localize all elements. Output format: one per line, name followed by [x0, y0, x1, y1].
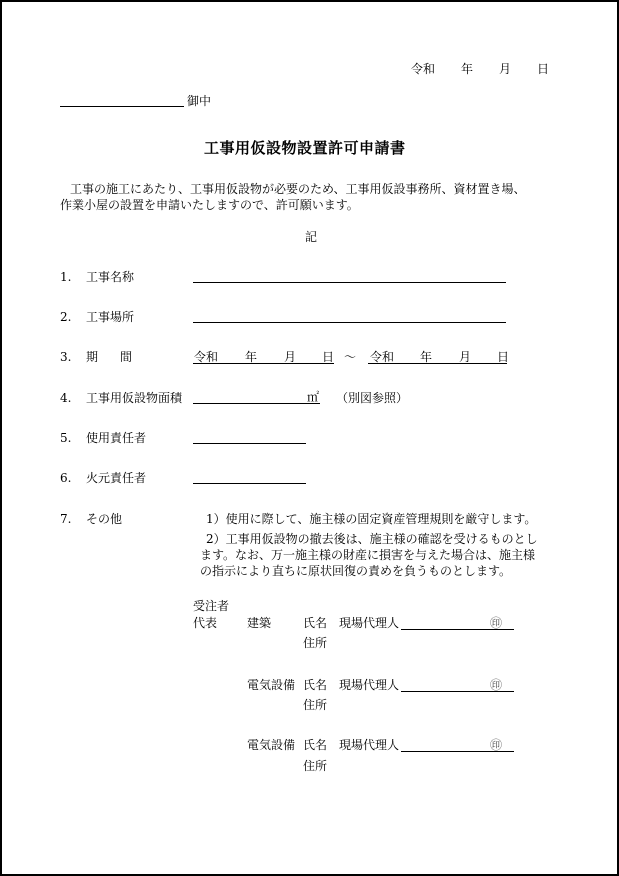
period-to-line	[368, 363, 507, 364]
item-3-label-b: 間	[120, 350, 133, 364]
area-unit: ㎡	[307, 390, 320, 404]
item-3-number: 3.	[60, 350, 72, 364]
item-4-line	[193, 403, 320, 404]
intro-line-1: 工事の施工にあたり、工事用仮設物が必要のため、工事用仮設事務所、資材置き場、	[70, 182, 526, 196]
item-7-label: その他	[86, 512, 123, 526]
date-era: 令和	[411, 62, 436, 76]
contractor-name-label-1: 氏名	[303, 616, 328, 630]
contractor-role-2: 現場代理人	[339, 678, 400, 692]
seal-icon: ㊞	[490, 678, 503, 692]
period-from-year: 年	[245, 350, 258, 364]
contractor-role-1: 現場代理人	[339, 616, 400, 630]
document-title: 工事用仮設物設置許可申請書	[204, 139, 406, 157]
item-2-line	[193, 322, 506, 323]
contractor-addr-label-2: 住所	[303, 698, 328, 712]
period-to-era: 令和	[370, 350, 395, 364]
item-1-number: 1.	[60, 270, 72, 284]
item-4-label: 工事用仮設物面積	[86, 391, 183, 405]
date-year: 年	[461, 62, 474, 76]
addressee-suffix: 御中	[187, 94, 212, 108]
contractor-role-3: 現場代理人	[339, 738, 400, 752]
item-6-line	[193, 483, 306, 484]
contractor-addr-label-1: 住所	[303, 636, 328, 650]
contractor-dept-2: 電気設備	[247, 678, 296, 692]
item-5-number: 5.	[60, 431, 72, 445]
seal-icon: ㊞	[490, 738, 503, 752]
contractor-addr-label-3: 住所	[303, 759, 328, 773]
addressee-line	[60, 106, 184, 107]
period-from-era: 令和	[194, 350, 219, 364]
contractor-dept-3: 電気設備	[247, 738, 296, 752]
period-from-month: 月	[284, 350, 297, 364]
period-to-day: 日	[497, 350, 510, 364]
item-4-number: 4.	[60, 391, 72, 405]
item-6-label: 火元責任者	[86, 471, 147, 485]
date-month: 月	[499, 62, 512, 76]
contractor-name-label-2: 氏名	[303, 678, 328, 692]
item-1-line	[193, 282, 506, 283]
contractor-name-label-3: 氏名	[303, 738, 328, 752]
item-2-number: 2.	[60, 310, 72, 324]
contractor-rep-label: 代表	[193, 616, 218, 630]
date-day: 日	[537, 62, 550, 76]
area-note: （別図参照）	[336, 391, 409, 405]
period-from-day: 日	[322, 350, 335, 364]
item-2-label: 工事場所	[86, 310, 135, 324]
period-to-month: 月	[459, 350, 472, 364]
item-6-number: 6.	[60, 471, 72, 485]
item-1-label: 工事名称	[86, 270, 135, 284]
intro-line-2: 作業小屋の設置を申請いたしますので、許可願います。	[60, 198, 359, 212]
condition-1: 1）使用に際して、施主様の固定資産管理規則を厳守します。	[206, 512, 537, 526]
item-3-label-a: 期	[86, 350, 99, 364]
period-tilde: ～	[344, 350, 357, 364]
ki-heading: 記	[305, 230, 318, 244]
condition-2-line-1: 2）工事用仮設物の撤去後は、施主様の確認を受けるものとし	[206, 532, 538, 546]
item-7-number: 7.	[60, 512, 72, 526]
contractor-dept-1: 建築	[247, 616, 272, 630]
period-from-line	[193, 363, 334, 364]
condition-2-line-2: ます。なお、万一施主様の財産に損害を与えた場合は、施主様	[200, 548, 536, 562]
item-5-line	[193, 443, 306, 444]
seal-icon: ㊞	[490, 616, 503, 630]
item-5-label: 使用責任者	[86, 431, 147, 445]
period-to-year: 年	[420, 350, 433, 364]
contractor-heading: 受注者	[193, 599, 230, 613]
condition-2-line-3: の指示により直ちに原状回復の責めを負うものとします。	[200, 564, 512, 578]
